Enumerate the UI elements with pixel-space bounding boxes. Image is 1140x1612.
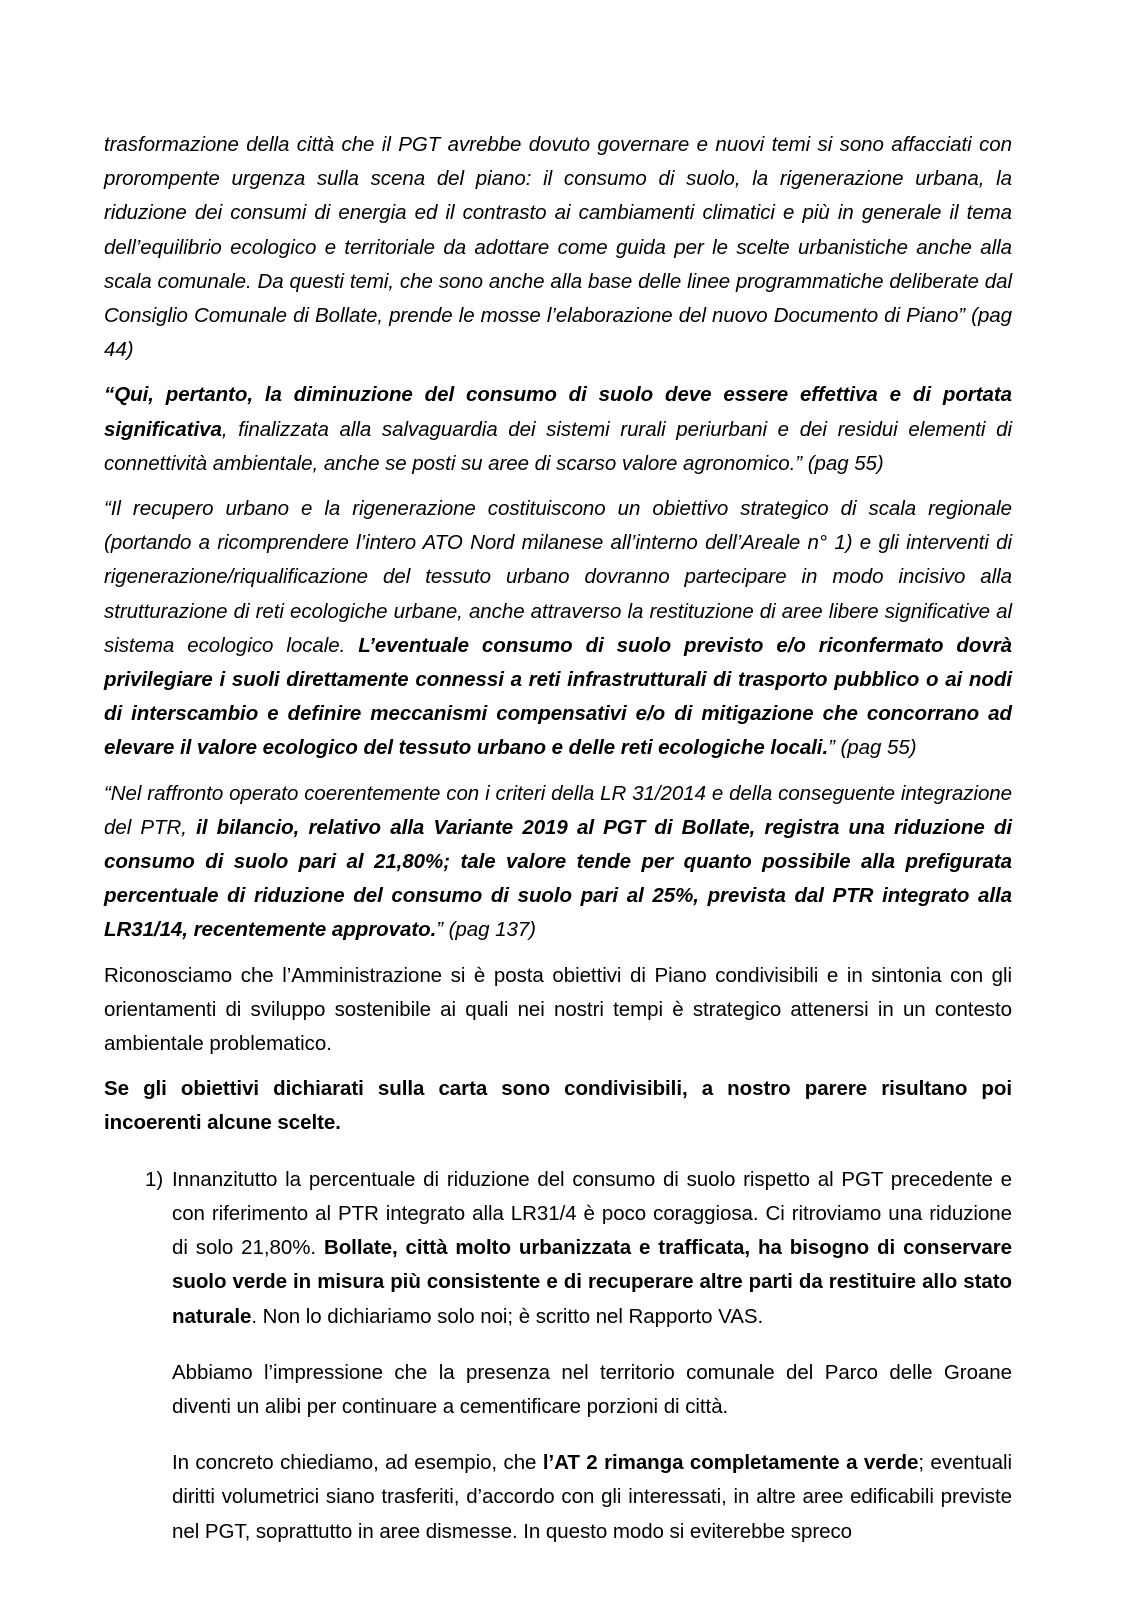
paragraph-quote-pag137 xyxy=(104,777,1012,948)
text-run: , finalizzata alla salvaguardia dei sistemi rurali periurbani e dei residui elementi di connettività ambientale, anche se posti su aree di scarso valore agronomico.” (pag 55) xyxy=(104,417,1012,475)
text-run: ” (pag 55) xyxy=(828,736,917,760)
text-run: Se gli obiettivi dichiarati sulla carta sono condivisibili, a nostro parere risultano poi incoerenti alcune scelte. xyxy=(104,1077,1012,1135)
paragraph-obiettivi-dichiarati xyxy=(104,1072,1012,1140)
list-item-paragraph-1 xyxy=(172,1163,1012,1334)
list-item-marker: 1) xyxy=(145,1167,164,1191)
text-run: . Non lo dichiariamo solo noi; è scritto nel Rapporto VAS. xyxy=(251,1304,764,1328)
numbered-list xyxy=(104,1163,1012,1549)
text-run: “Qui, pertanto, la diminuzione del consumo di suolo deve essere effettiva e di portata significativa xyxy=(104,383,1012,441)
text-run: l’AT 2 rimanga completamente a verde xyxy=(542,1451,919,1475)
list-item-paragraph-2 xyxy=(172,1356,1012,1424)
text-run: Bollate, città molto urbanizzata e trafficata, ha bisogno di conservare suolo verde in misura più consistente e di recuperare altre parti da restituire allo stato naturale xyxy=(172,1236,1012,1328)
document-body xyxy=(104,128,1012,1549)
text-run: L’eventuale consumo di suolo previsto e/o riconfermato dovrà privilegiare i suoli direttamente connessi a reti infrastrutturali di trasporto pubblico o ai nodi di interscambio e definire meccanismi compensativi e/o di mitigazione che concorrano ad elevare il valore ecologico del tessuto urbano e delle reti ecologiche locali. xyxy=(104,633,1012,760)
list-item xyxy=(104,1163,1012,1549)
paragraph-riconosciamo xyxy=(104,959,1012,1062)
text-run: trasformazione della città che il PGT avrebbe dovuto governare e nuovi temi si sono affacciati con prorompente urgenza sulla scena del piano: il consumo di suolo, la rigenerazione urbana, la riduzione dei consumi di energia ed il contrasto ai cambiamenti climatici e più in generale il tema dell’equilibrio ecologico e territoriale da adottare come guida per le scelte urbanistiche anche alla scala comunale. Da questi temi, che sono anche alla base delle linee programmatiche deliberate dal Consiglio Comunale di Bollate, prende le mosse l’elaborazione del nuovo Documento di Piano” (pag 44) xyxy=(104,133,1012,362)
list-item-paragraph-3 xyxy=(172,1446,1012,1549)
paragraph-quote-pag55-b xyxy=(104,492,1012,766)
paragraph-quote-pag55-a xyxy=(104,378,1012,481)
text-run: Abbiamo l’impressione che la presenza nel territorio comunale del Parco delle Groane diventi un alibi per continuare a cementificare porzioni di città. xyxy=(172,1360,1012,1418)
text-run: ; eventuali diritti volumetrici siano trasferiti, d’accordo con gli interessati, in altre aree edificabili previste nel PGT, soprattutto in aree dismesse. In questo modo si eviterebbe spreco xyxy=(172,1451,1013,1543)
text-run: “Il recupero urbano e la rigenerazione costituiscono un obiettivo strategico di scala regionale (portando a ricomprendere l’intero ATO Nord milanese all’interno dell’Areale n° 1) e gli interventi di rigenerazione/riqualificazione del tessuto urbano dovranno partecipare in modo incisivo alla strutturazione di reti ecologiche urbane, anche attraverso la restituzione di aree libere significative al sistema ecologico locale. xyxy=(104,497,1012,657)
text-run: il bilancio, relativo alla Variante 2019 al PGT di Bollate, registra una riduzione di consumo di suolo pari al 21,80%; tale valore tende per quanto possibile alla prefigurata percentuale di riduzione del consumo di suolo pari al 25%, prevista dal PTR integrato alla LR31/14, recentemente approvato. xyxy=(104,815,1012,942)
paragraph-quote-continuation xyxy=(104,128,1012,367)
text-run: Innanzitutto la percentuale di riduzione del consumo di suolo rispetto al PGT precedente e con riferimento al PTR integrato alla LR31/4 è poco coraggiosa. Ci ritroviamo una riduzione di solo 21,80%. xyxy=(172,1167,1012,1260)
text-run: Riconosciamo che l’Amministrazione si è posta obiettivi di Piano condivisibili e in sintonia con gli orientamenti di sviluppo sostenibile ai quali nei nostri tempi è strategico attenersi in un contesto ambientale problematico. xyxy=(104,963,1012,1056)
text-run: ” (pag 137) xyxy=(436,918,536,942)
text-run: “Nel raffronto operato coerentemente con i criteri della LR 31/2014 e della conseguente integrazione del PTR, xyxy=(104,781,1012,839)
text-run: In concreto chiediamo, ad esempio, che xyxy=(172,1451,543,1475)
